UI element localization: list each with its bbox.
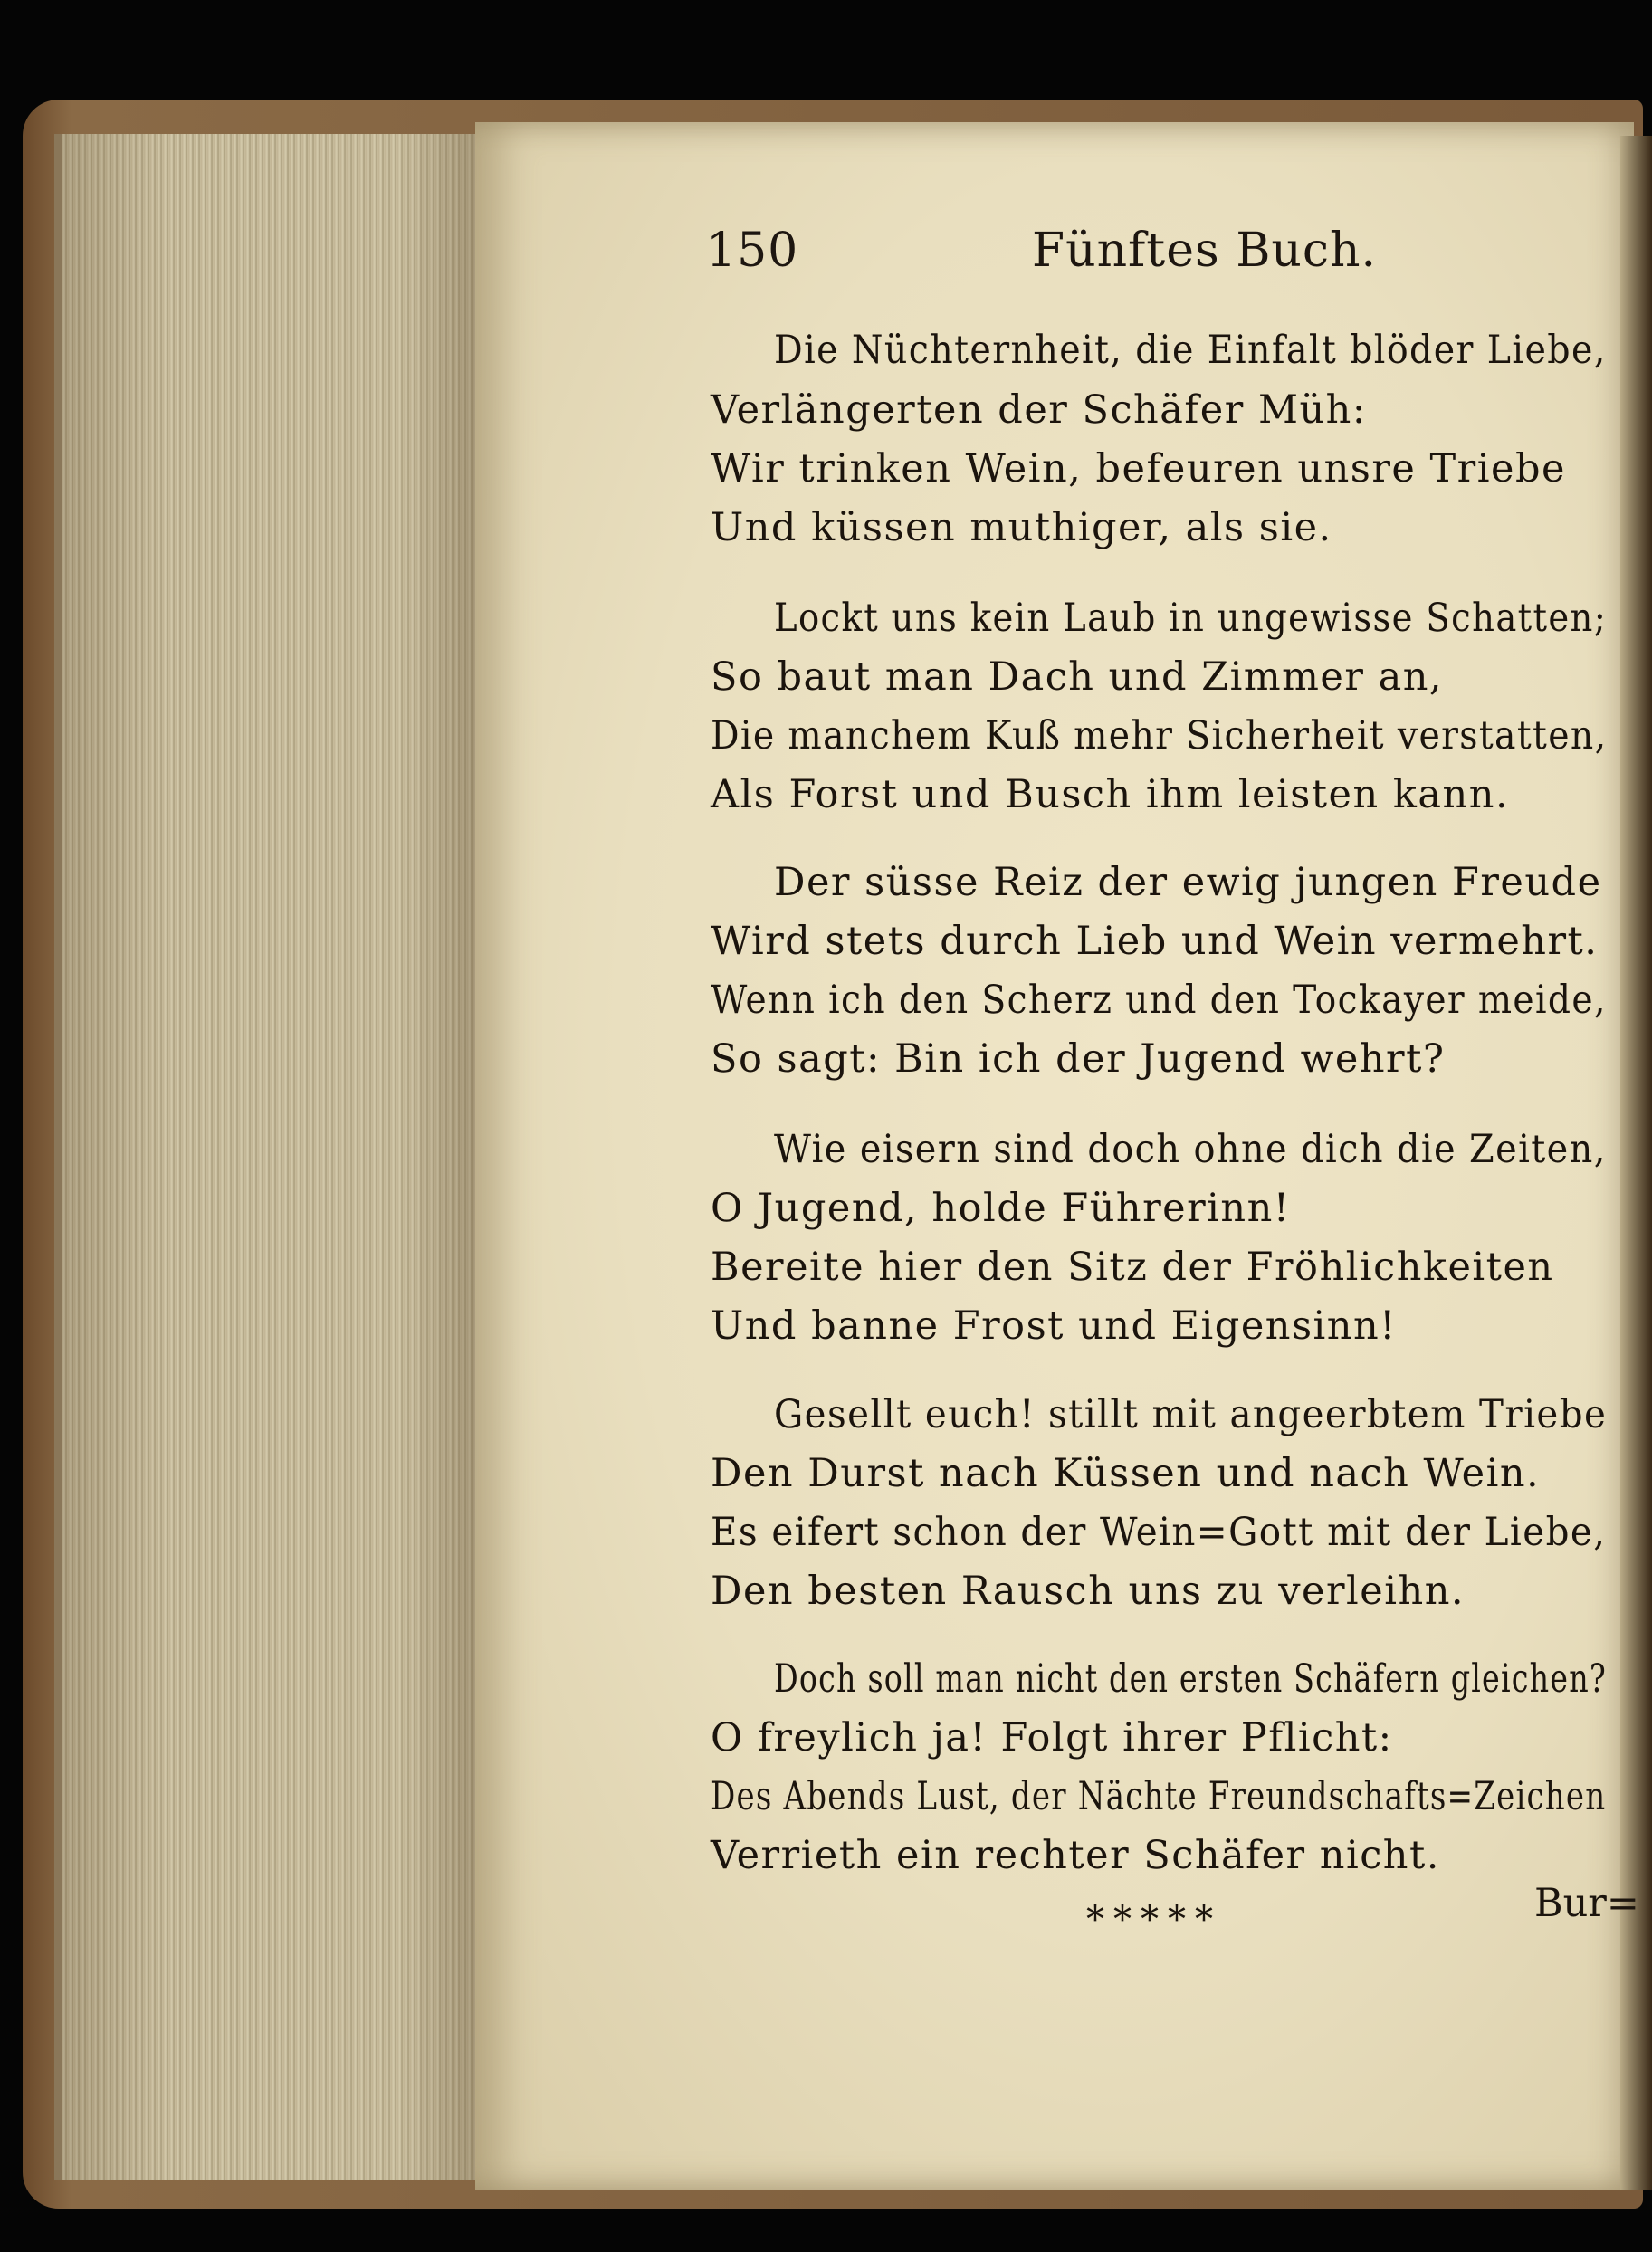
- verse-line: Bereite hier den Sitz der Fröhlichkeiten: [711, 1245, 1554, 1290]
- verse-line: Wenn ich den Scherz und den Tockayer meide,: [711, 978, 1607, 1023]
- chapter-title: Fünftes Buch.: [1032, 224, 1378, 278]
- verse-line: Und küssen muthiger, als sie.: [711, 505, 1332, 550]
- verse-line: Die manchem Kuß mehr Sicherheit verstatten,: [711, 713, 1608, 759]
- verse-line: Wird stets durch Lieb und Wein vermehrt.: [711, 919, 1599, 964]
- page-number: 150: [706, 224, 799, 278]
- verse-line: Den Durst nach Küssen und nach Wein.: [711, 1451, 1541, 1496]
- verse-line: Lockt uns kein Laub in ungewisse Schatten;: [774, 596, 1608, 641]
- verse-line: So sagt: Bin ich der Jugend wehrt?: [711, 1036, 1446, 1082]
- verse-line: Als Forst und Busch ihm leisten kann.: [711, 772, 1510, 817]
- verse-line: Es eifert schon der Wein=Gott mit der Liebe,: [711, 1510, 1607, 1555]
- verse-line: Und banne Frost und Eigensinn!: [711, 1303, 1397, 1349]
- catchword: Bur=: [1534, 1881, 1639, 1926]
- verse-line: Verlängerten der Schäfer Müh:: [711, 387, 1367, 433]
- verse-line: Die Nüchternheit, die Einfalt blöder Liebe,: [774, 328, 1607, 373]
- verse-line: Gesellt euch! stillt mit angeerbtem Triebe: [774, 1392, 1608, 1437]
- verse-line: O Jugend, holde Führerinn!: [711, 1186, 1291, 1231]
- verse-line: Des Abends Lust, der Nächte Freundschafts=Zeichen: [711, 1774, 1607, 1819]
- section-ornament: *****: [1086, 1899, 1222, 1941]
- verse-line: Doch soll man nicht den ersten Schäfern gleichen?: [774, 1656, 1607, 1702]
- page-edges: [54, 134, 487, 2180]
- verse-line: So baut man Dach und Zimmer an,: [711, 654, 1444, 700]
- verse-line: Den besten Rausch uns zu verleihn.: [711, 1569, 1466, 1614]
- verse-line: Der süsse Reiz der ewig jungen Freude: [774, 860, 1602, 905]
- verse-line: Verrieth ein rechter Schäfer nicht.: [711, 1833, 1440, 1878]
- verse-line: O freylich ja! Folgt ihrer Pflicht:: [711, 1715, 1393, 1761]
- verse-line: Wie eisern sind doch ohne dich die Zeiten,: [774, 1127, 1607, 1172]
- verse-line: Wir trinken Wein, befeuren unsre Triebe: [711, 446, 1566, 491]
